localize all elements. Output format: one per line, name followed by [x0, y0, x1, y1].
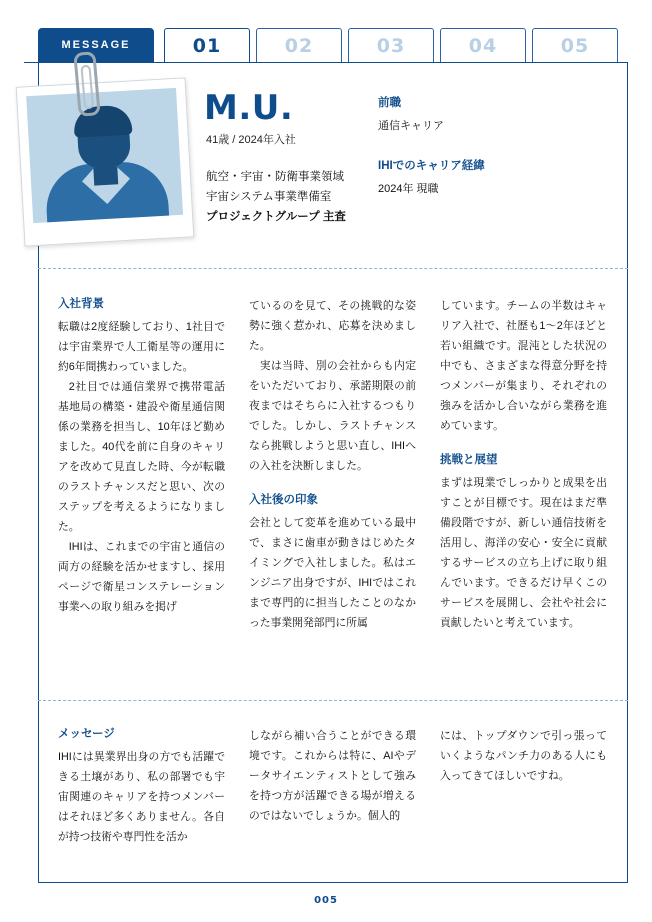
col2-para-1: ているのを見て、その挑戦的な姿勢に強く惹かれ、応募を決めました。: [249, 300, 416, 352]
col3-para-1: しています。チームの半数はキャリア入社で、社歴も1～2年ほどと若い組織です。混沌とした状況の中でも、さまざまな得意分野を持つメンバーが集まり、それぞれの強みを活かし合いながら業務を進めています。: [440, 300, 607, 432]
meta-previous-job-value: 通信キャリア: [378, 120, 444, 132]
profile-photo-card: [16, 77, 195, 246]
col2-para-3: 会社として変革を進めている最中で、まさに歯車が動きはじめたタイミングで入社しました。私はエンジニア出身ですが、IHIではこれまで専門的に担当したことのなかった事業開発部門に所属: [249, 517, 416, 629]
col2-para-2: 実は当時、別の会社からも内定をいただいており、承諾期限の前夜まではそちらに入社するつもりでした。しかし、ラストチャンスなら挑戦しようと思い直し、IHIへの入社を決断しました。: [249, 360, 416, 472]
meta-previous-job: [378, 94, 444, 133]
tab-01-label: 01: [192, 34, 222, 57]
col1-para-3: IHIは、これまでの宇宙と通信の両方の経験を活かせますし、採用ページで衛星コンステレーション事業への取り組みを掲げ: [58, 541, 225, 613]
heading-message: メッセージ: [58, 728, 115, 740]
message-para-1: IHIには異業界出身の方でも活躍できる土壌があり、私の部署でも宇宙関連のキャリアを持つメンバーはそれほど多くありません。各自が持つ技術や専門性を活か: [58, 751, 225, 843]
profile-office: 宇宙システム事業準備室: [206, 191, 332, 203]
column-2: [249, 296, 416, 633]
meta-career-history-title: IHIでのキャリア経緯: [378, 160, 485, 172]
message-para-3: には、トップダウンで引っ張っていくようなパンチ力のある人にも入ってきてほしいですね。: [440, 730, 607, 782]
heading-impression: 入社後の印象: [249, 494, 318, 506]
divider-bottom: [38, 700, 628, 701]
col1-para-1: 転職は2度経験しており、1社目では宇宙業界で人工衛星等の運用に約6年間携わっていました。: [58, 321, 225, 373]
portrait-illustration-icon: [26, 88, 183, 223]
tab-bar: [24, 28, 628, 62]
tab-03-label: 03: [376, 34, 406, 57]
article-columns: [58, 296, 608, 633]
heading-background: 入社背景: [58, 298, 104, 310]
tab-underline: [24, 62, 628, 63]
column-3: [440, 296, 607, 633]
right-border-rule: [627, 62, 628, 882]
divider-top: [38, 268, 628, 269]
tab-01[interactable]: [164, 28, 250, 62]
tab-03[interactable]: [348, 28, 434, 62]
profile-affiliation: [206, 167, 346, 227]
profile-group-role: プロジェクトグループ 主査: [206, 211, 346, 223]
meta-career-history: [378, 157, 485, 196]
tab-02[interactable]: [256, 28, 342, 62]
message-column-3: [440, 726, 607, 847]
meta-previous-job-title: 前職: [378, 97, 401, 109]
tab-04-label: 04: [468, 34, 498, 57]
message-column-2: [249, 726, 416, 847]
message-para-2: しながら補い合うことができる環境です。これからは特に、AIやデータサイエンティストとして強みを持つ方が活躍できる場が増えるのではないでしょうか。個人的: [249, 730, 416, 822]
column-1: [58, 296, 225, 633]
profile-name: M.U.: [204, 88, 294, 128]
profile-division: 航空・宇宙・防衛事業領域: [206, 171, 344, 183]
col1-para-2: 2社目では通信業界で携帯電話基地局の構築・建設や衛星通信関係の業務を担当し、10年ほど勤めました。40代を前に自身のキャリアを改めて見直した時、今が転職のラストチャンスだと思い、次のステップを考えるようになりました。: [58, 381, 225, 533]
message-section: [58, 726, 608, 847]
meta-career-history-value: 2024年 現職: [378, 183, 439, 195]
page-number: 005: [314, 895, 338, 906]
tab-message-label: MESSAGE: [61, 39, 131, 51]
col3-para-2: まずは現業でしっかりと成果を出すことが目標です。現在はまだ準備段階ですが、新しい通信技術を活用し、海洋の安心・安全に貢献するサービスの立ち上げに取り組んでいます。できるだけ早くこのサービスを展開し、会社や社会に貢献したいと考えています。: [440, 477, 607, 629]
profile-age-join: 41歳 / 2024年入社: [206, 134, 296, 146]
tab-02-label: 02: [284, 34, 314, 57]
tab-04[interactable]: [440, 28, 526, 62]
heading-challenge: 挑戦と展望: [440, 454, 498, 466]
tab-message[interactable]: [38, 28, 154, 62]
tab-05-label: 05: [560, 34, 590, 57]
message-column-1: [58, 726, 225, 847]
tab-05[interactable]: [532, 28, 618, 62]
bottom-border-rule: [38, 882, 628, 883]
